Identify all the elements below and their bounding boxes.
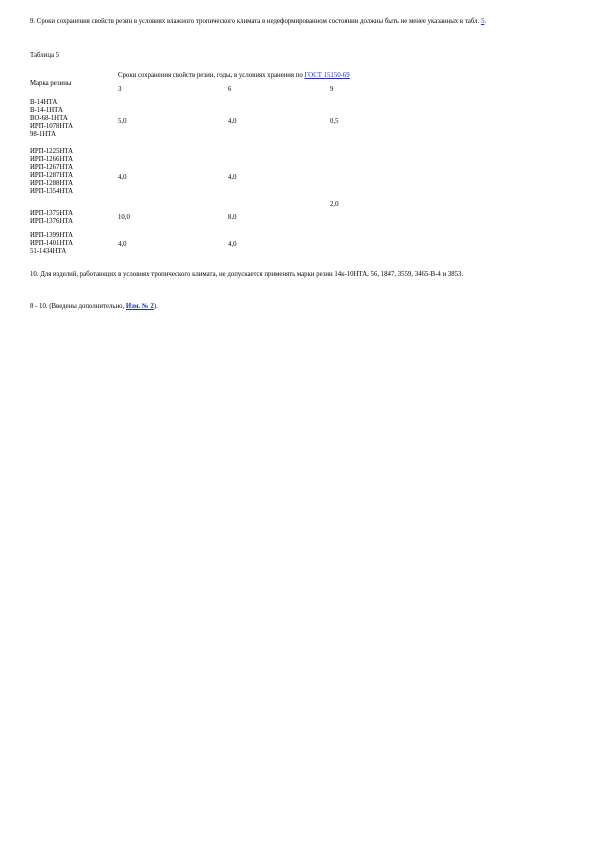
paragraph-9-text: 9. Сроки сохранения свойств резин в условиях влажного тропического климата в недеформированном состоянии должны быть не менее указанных в табл. bbox=[30, 18, 481, 25]
rubber-mark: ИРП-1266НТА bbox=[30, 156, 74, 163]
rubber-mark: ИРП-1078НТА bbox=[30, 123, 74, 130]
rubber-mark: 98-1НТА bbox=[30, 131, 57, 138]
amendment-note-end: ). bbox=[153, 303, 158, 310]
table-caption: Таблица 5 bbox=[30, 52, 60, 59]
rubber-mark: ИРП-1287НТА bbox=[30, 172, 74, 179]
amendment-note bbox=[30, 303, 570, 311]
rubber-mark: ИРП-1399НТА bbox=[30, 232, 74, 239]
shared-term-9: 2,0 bbox=[330, 201, 339, 208]
header-rubber-mark: Марка резины bbox=[30, 80, 72, 87]
rubber-mark: ИРП-1225НТА bbox=[30, 148, 74, 155]
rubber-group-2 bbox=[30, 148, 73, 196]
group-1-term-9: 0,5 bbox=[330, 118, 339, 125]
rubber-mark: ИРП-1376НТА bbox=[30, 218, 74, 225]
group-4-term-3: 4,0 bbox=[118, 241, 127, 248]
rubber-mark: ИРП-1288НТА bbox=[30, 180, 74, 187]
rubber-mark: ИРП-1354НТА bbox=[30, 188, 74, 195]
period-3: 3 bbox=[118, 86, 122, 93]
group-1-term-3: 5,0 bbox=[118, 118, 127, 125]
group-1-term-6: 4,0 bbox=[228, 118, 237, 125]
rubber-mark: 51-1434НТА bbox=[30, 248, 67, 255]
group-2-term-3: 4,0 bbox=[118, 174, 127, 181]
rubber-mark: В-14НТА bbox=[30, 99, 58, 106]
paragraph-9-end: . bbox=[484, 18, 487, 25]
paragraph-9 bbox=[30, 18, 570, 26]
group-3-term-6: 8,0 bbox=[228, 214, 237, 221]
group-3-term-3: 10,0 bbox=[118, 214, 130, 221]
rubber-mark: ИРП-1267НТА bbox=[30, 164, 74, 171]
rubber-group-4 bbox=[30, 232, 73, 256]
rubber-mark: В-14-1НТА bbox=[30, 107, 63, 114]
table-5-link[interactable]: 5 bbox=[480, 18, 485, 25]
amendment-2-link[interactable]: Изм. № 2 bbox=[125, 303, 154, 310]
rubber-mark: ИРП-1375НТА bbox=[30, 210, 74, 217]
group-4-term-6: 4,0 bbox=[228, 241, 237, 248]
rubber-mark: ВО-68-1НТА bbox=[30, 115, 68, 122]
gost-15150-69-link[interactable]: ГОСТ 15150-69 bbox=[304, 72, 350, 79]
header-storage-terms bbox=[118, 72, 350, 80]
rubber-group-1 bbox=[30, 99, 73, 139]
header-storage-terms-text: Сроки сохранения свойств резин, годы, в условиях хранения по bbox=[118, 72, 305, 79]
group-2-term-6: 4,0 bbox=[228, 174, 237, 181]
rubber-mark: ИРП-1401НТА bbox=[30, 240, 74, 247]
period-9: 9 bbox=[330, 86, 334, 93]
rubber-group-3 bbox=[30, 210, 73, 226]
paragraph-10: 10. Для изделий, работающих в условиях тропического климата, не допускается применять марки резин 14к-10НТА, 56, 1847, 3559, 3465-В-4 и 3853. bbox=[30, 271, 464, 278]
period-6: 6 bbox=[228, 86, 232, 93]
amendment-note-text: 8 - 10. (Введены дополнительно, bbox=[30, 303, 126, 310]
